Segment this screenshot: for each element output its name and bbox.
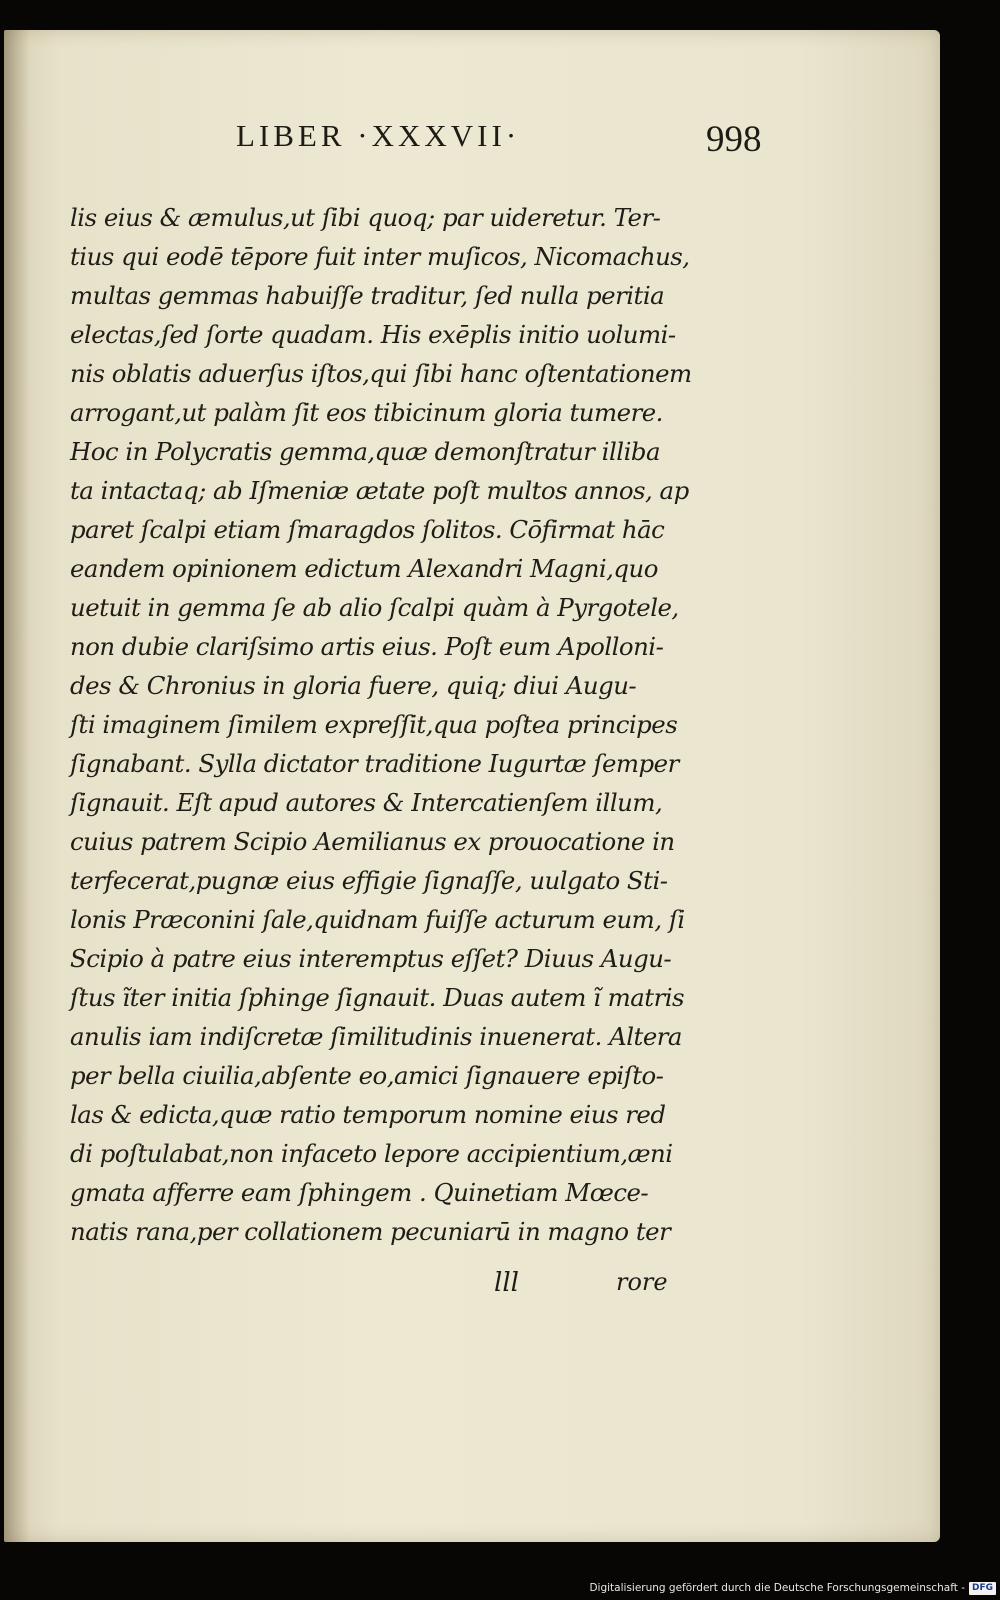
running-title: LIBER ·XXXVII· xyxy=(236,118,521,153)
text-line: ta intactaq; ab Iſmeniæ ætate poſt multos annos, ap xyxy=(70,476,689,505)
page-footer xyxy=(4,1268,940,1308)
credit-text: Digitalisierung gefördert durch die Deutsche Forschungsgemeinschaft - xyxy=(589,1582,965,1594)
text-line: Hoc in Polycratis gemma,quæ demonſtratur illiba xyxy=(70,437,661,466)
text-line: Scipio à patre eius interemptus eſſet? Diuus Augu- xyxy=(70,944,672,973)
text-line: ſti imaginem ſimilem expreſſit,qua poſtea principes xyxy=(70,710,678,739)
page-number: 998 xyxy=(706,119,762,160)
text-line: tius qui eodē tēpore fuit inter muſicos, Nicomachus, xyxy=(70,242,690,271)
text-line: ſignabant. Sylla dictator traditione Iugurtæ ſemper xyxy=(70,749,679,778)
running-head xyxy=(4,118,940,168)
body-text xyxy=(70,198,692,1251)
text-line: uetuit in gemma ſe ab alio ſcalpi quàm à Pyrgotele, xyxy=(70,593,679,622)
text-line: per bella ciuilia,abſente eo,amici ſignauere epiſto- xyxy=(70,1061,664,1090)
book-page xyxy=(4,30,940,1542)
text-line: eandem opinionem edictum Alexandri Magni,quo xyxy=(70,554,658,583)
text-line: paret ſcalpi etiam ſmaragdos ſolitos. Cōfirmat hāc xyxy=(70,515,665,544)
digitization-credit xyxy=(589,1579,996,1597)
text-line: cuius patrem Scipio Aemilianus ex prouocatione in xyxy=(70,827,675,856)
text-line: multas gemmas habuiſſe traditur, ſed nulla peritia xyxy=(70,281,665,310)
catchword: rore xyxy=(616,1268,668,1296)
text-line: di poſtulabat,non infaceto lepore accipientium,æni xyxy=(70,1139,673,1168)
text-line: electas,ſed ſorte quadam. His exēplis initio uolumi- xyxy=(70,320,676,349)
text-line: natis rana,per collationem pecuniarū in magno ter xyxy=(70,1217,671,1246)
text-line: ſignauit. Eſt apud autores & Intercatienſem illum, xyxy=(70,788,663,817)
text-line: las & edicta,quæ ratio temporum nomine eius red xyxy=(70,1100,666,1129)
text-line: ſtus ĩter initia ſphinge ſignauit. Duas autem ĩ matris xyxy=(70,983,685,1012)
spine-shadow xyxy=(4,30,30,1542)
text-line: lonis Præconini ſale,quidnam fuiſſe acturum eum, ſi xyxy=(70,905,685,934)
text-line: gmata afferre eam ſphingem . Quinetiam Mœce- xyxy=(70,1178,649,1207)
text-line: lis eius & æmulus,ut ſibi quoq; par uideretur. Ter- xyxy=(70,203,661,232)
text-line: anulis iam indiſcretæ ſimilitudinis inuenerat. Altera xyxy=(70,1022,682,1051)
dfg-logo-icon: DFG xyxy=(969,1582,996,1595)
signature-mark: lll xyxy=(494,1268,519,1298)
text-line: arrogant,ut palàm ſit eos tibicinum gloria tumere. xyxy=(70,398,663,427)
text-line: non dubie clariſsimo artis eius. Poſt eum Apolloni- xyxy=(70,632,664,661)
text-line: des & Chronius in gloria fuere, quiq; diui Augu- xyxy=(70,671,637,700)
text-line: terfecerat,pugnæ eius effigie ſignaſſe, uulgato Sti- xyxy=(70,866,668,895)
text-line: nis oblatis aduerſus iſtos,qui ſibi hanc oſtentationem xyxy=(70,359,692,388)
